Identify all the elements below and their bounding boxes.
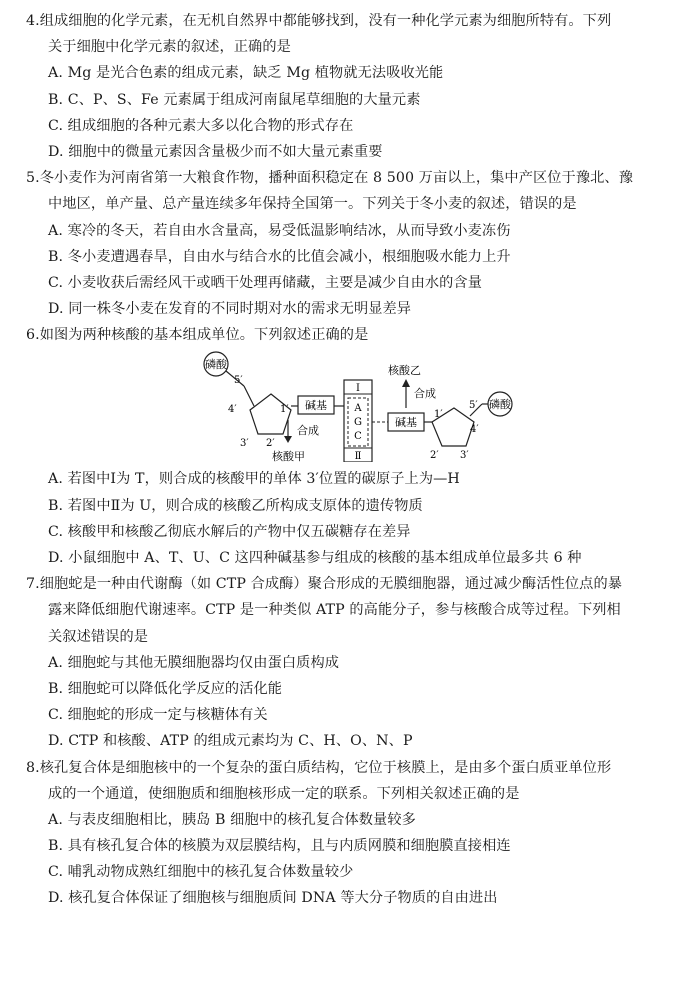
nucleotide-diagram-svg: [26, 350, 674, 462]
synthesis-label-left: 合成: [297, 424, 319, 438]
synthesis-label-right: 合成: [414, 387, 436, 401]
option-c: C. 细胞蛇的形成一定与核糖体有关: [48, 707, 268, 724]
question-stem-line: 6.如图为两种核酸的基本组成单位。下列叙述正确的是: [26, 327, 369, 344]
option-c: C. 组成细胞的各种元素大多以化合物的形式存在: [48, 117, 354, 134]
phosphate-label-left: 磷酸: [205, 358, 227, 372]
carbon-1-label-right: 1′: [434, 409, 443, 421]
question-stem-line: 中地区，单产量、总产量连续多年保持全国第一。下列关于冬小麦的叙述，错误的是: [48, 196, 577, 213]
carbon-2-label: 2′: [266, 438, 275, 450]
base-label-left: 碱基: [305, 399, 327, 413]
question-7: [26, 571, 674, 754]
carbon-4-label: 4′: [228, 404, 237, 416]
question-stem-line: 5.冬小麦作为河南省第一大粮食作物，播种面积稳定在 8 500 万亩以上，集中产区位于豫北、豫: [26, 170, 633, 187]
base-c-label: C: [354, 431, 362, 443]
exam-page: [26, 8, 674, 912]
option-a: A. 若图中Ⅰ为 T，则合成的核酸甲的单体 3′位置的碳原子上为—H: [48, 471, 460, 488]
phosphate-label-right: 磷酸: [489, 398, 511, 412]
option-d: D. 细胞中的微量元素因含量极少而不如大量元素重要: [48, 143, 383, 160]
option-a: A. 与表皮细胞相比，胰岛 B 细胞中的核孔复合体数量较多: [48, 811, 416, 828]
carbon-5-label: 5′: [234, 375, 243, 387]
nucleic-acid-a-label: 核酸甲: [272, 450, 305, 463]
nucleic-acid-b-label: 核酸乙: [388, 364, 421, 378]
roman-two-label: Ⅱ: [354, 451, 362, 463]
option-c: C. 小麦收获后需经风干或晒干处理再储藏，主要是减少自由水的含量: [48, 274, 483, 291]
option-b: B. C、P、S、Fe 元素属于组成河南鼠尾草细胞的大量元素: [48, 91, 421, 108]
option-d: D. CTP 和核酸、ATP 的组成元素均为 C、H、O、N、P: [48, 733, 413, 750]
base-a-label: A: [354, 403, 362, 415]
carbon-3-label: 3′: [240, 438, 249, 450]
carbon-4-label-right: 4′: [470, 424, 479, 436]
option-b: B. 细胞蛇可以降低化学反应的活化能: [48, 680, 283, 697]
roman-one-label: Ⅰ: [356, 383, 360, 395]
bond-line: [244, 386, 254, 406]
base-g-label: G: [354, 417, 362, 429]
option-a: A. 寒冷的冬天，若自由水含量高，易受低温影响结冰，从而导致小麦冻伤: [48, 222, 511, 239]
carbon-1-label: 1′: [280, 404, 289, 416]
nucleotide-diagram: [26, 350, 674, 462]
question-8: [26, 755, 674, 912]
carbon-3-label-right: 3′: [460, 450, 469, 462]
question-4: [26, 8, 674, 165]
option-b: B. 若图中Ⅱ为 U，则合成的核酸乙所构成支原体的遗传物质: [48, 497, 423, 514]
question-stem-line: 成的一个通道，使细胞质和细胞核形成一定的联系。下列相关叙述正确的是: [48, 785, 520, 802]
question-stem-line: 露来降低细胞代谢速率。CTP 是一种类似 ATP 的高能分子，参与核酸合成等过程。下列相: [48, 602, 621, 619]
question-stem-line: 关叙述错误的是: [48, 628, 149, 645]
question-stem-line: 7.细胞蛇是一种由代谢酶（如 CTP 合成酶）聚合形成的无膜细胞器，通过减少酶活性位点的暴: [26, 576, 623, 593]
arrow-head-down-icon: [284, 436, 292, 443]
question-6: [26, 322, 674, 571]
question-5: [26, 165, 674, 322]
carbon-2-label-right: 2′: [430, 450, 439, 462]
carbon-5-label-right: 5′: [469, 400, 478, 412]
question-stem-line: 4.组成细胞的化学元素，在无机自然界中都能够找到，没有一种化学元素为细胞所特有。下列: [26, 13, 612, 29]
option-b: B. 冬小麦遭遇春旱，自由水与结合水的比值会减小，根细胞吸水能力上升: [48, 248, 511, 265]
question-stem-line: 关于细胞中化学元素的叙述，正确的是: [48, 39, 291, 56]
base-label-right: 碱基: [395, 416, 417, 430]
option-a: A. 细胞蛇与其他无膜细胞器均仅由蛋白质构成: [48, 654, 340, 671]
option-d: D. 核孔复合体保证了细胞核与细胞质间 DNA 等大分子物质的自由进出: [48, 890, 498, 907]
option-d: D. 小鼠细胞中 A、T、U、C 这四种碱基参与组成的核酸的基本组成单位最多共 6 种: [48, 550, 582, 566]
option-b: B. 具有核孔复合体的核膜为双层膜结构，且与内质网膜和细胞膜直接相连: [48, 838, 511, 855]
option-c: C. 哺乳动物成熟红细胞中的核孔复合体数量较少: [48, 864, 354, 881]
arrow-head-up-icon: [402, 379, 410, 387]
option-d: D. 同一株冬小麦在发育的不同时期对水的需求无明显差异: [48, 301, 412, 318]
question-stem-line: 8.核孔复合体是细胞核中的一个复杂的蛋白质结构，它位于核膜上，是由多个蛋白质亚单位形: [26, 759, 612, 776]
option-a: A. Mg 是光合色素的组成元素，缺乏 Mg 植物就无法吸收光能: [48, 65, 444, 82]
option-c: C. 核酸甲和核酸乙彻底水解后的产物中仅五碳糖存在差异: [48, 523, 411, 540]
